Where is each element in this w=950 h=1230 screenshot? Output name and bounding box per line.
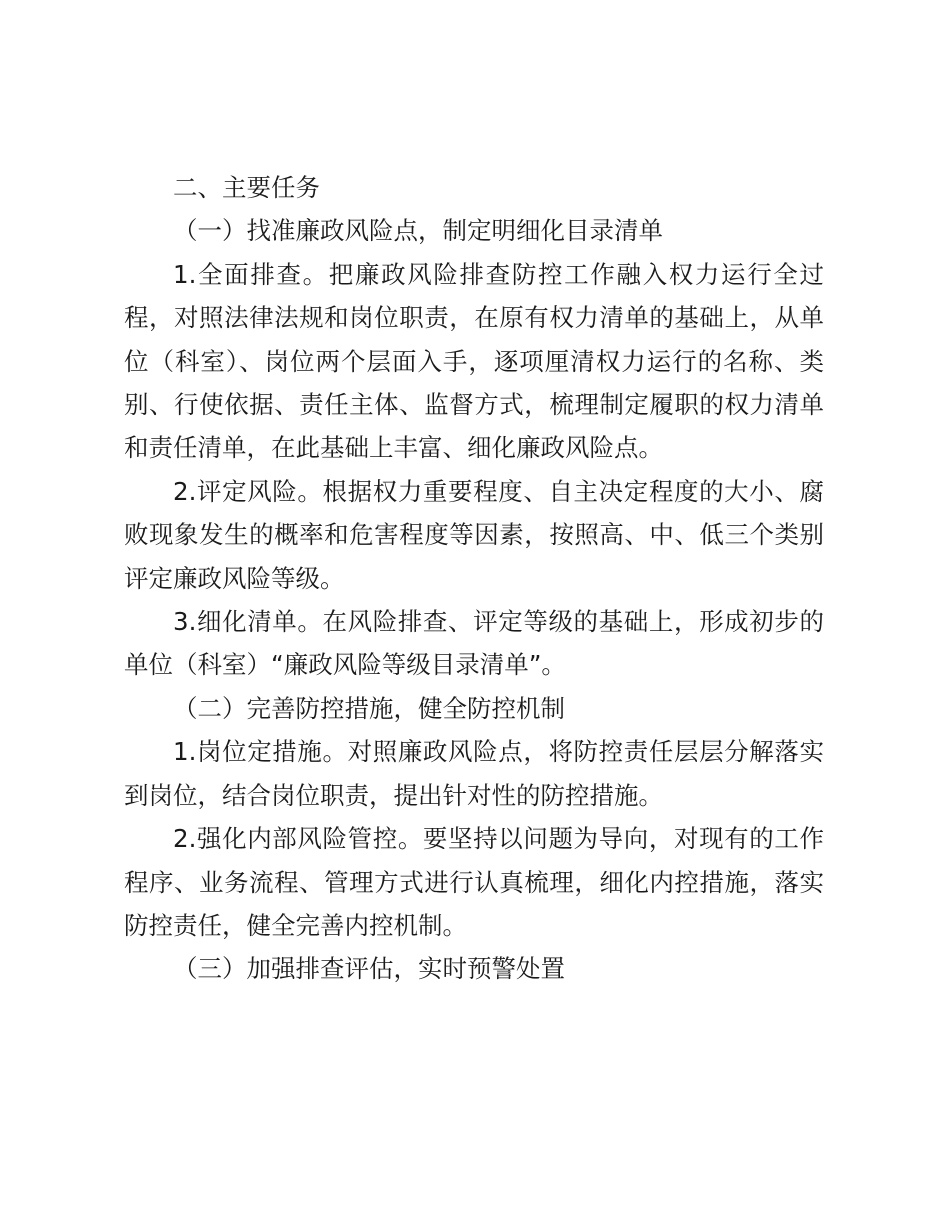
paragraph: 2.强化内部风险管控。要坚持以问题为导向，对现有的工作程序、业务流程、管理方式进行认真梳理，细化内控措施，落实防控责任，健全完善内控机制。 (124, 824, 824, 940)
subsection-heading: （三）加强排查评估，实时预警处置 (173, 954, 565, 984)
document-body (124, 166, 824, 991)
subsection-heading: （二）完善防控措施，健全防控机制 (173, 693, 565, 723)
subsection-heading: （一）找准廉政风险点，制定明细化目录清单 (173, 216, 663, 246)
paragraph: 3.细化清单。在风险排查、评定等级的基础上，形成初步的单位（科室）“廉政风险等级目录清单”。 (124, 607, 824, 680)
paragraph: 2.评定风险。根据权力重要程度、自主决定程度的大小、腐败现象发生的概率和危害程度等因素，按照高、中、低三个类别评定廉政风险等级。 (124, 476, 824, 593)
paragraph: 1.全面排查。把廉政风险排查防控工作融入权力运行全过程，对照法律法规和岗位职责，在原有权力清单的基础上，从单位（科室）、岗位两个层面入手，逐项厘清权力运行的名称、类别、行使依据、责任主体、监督方式，梳理制定履职的权力清单和责任清单，在此基础上丰富、细化廉政风险点。 (124, 259, 824, 463)
section-heading: 二、主要任务 (173, 173, 320, 202)
paragraph: 1.岗位定措施。对照廉政风险点，将防控责任层层分解落实到岗位，结合岗位职责，提出针对性的防控措施。 (124, 737, 824, 810)
